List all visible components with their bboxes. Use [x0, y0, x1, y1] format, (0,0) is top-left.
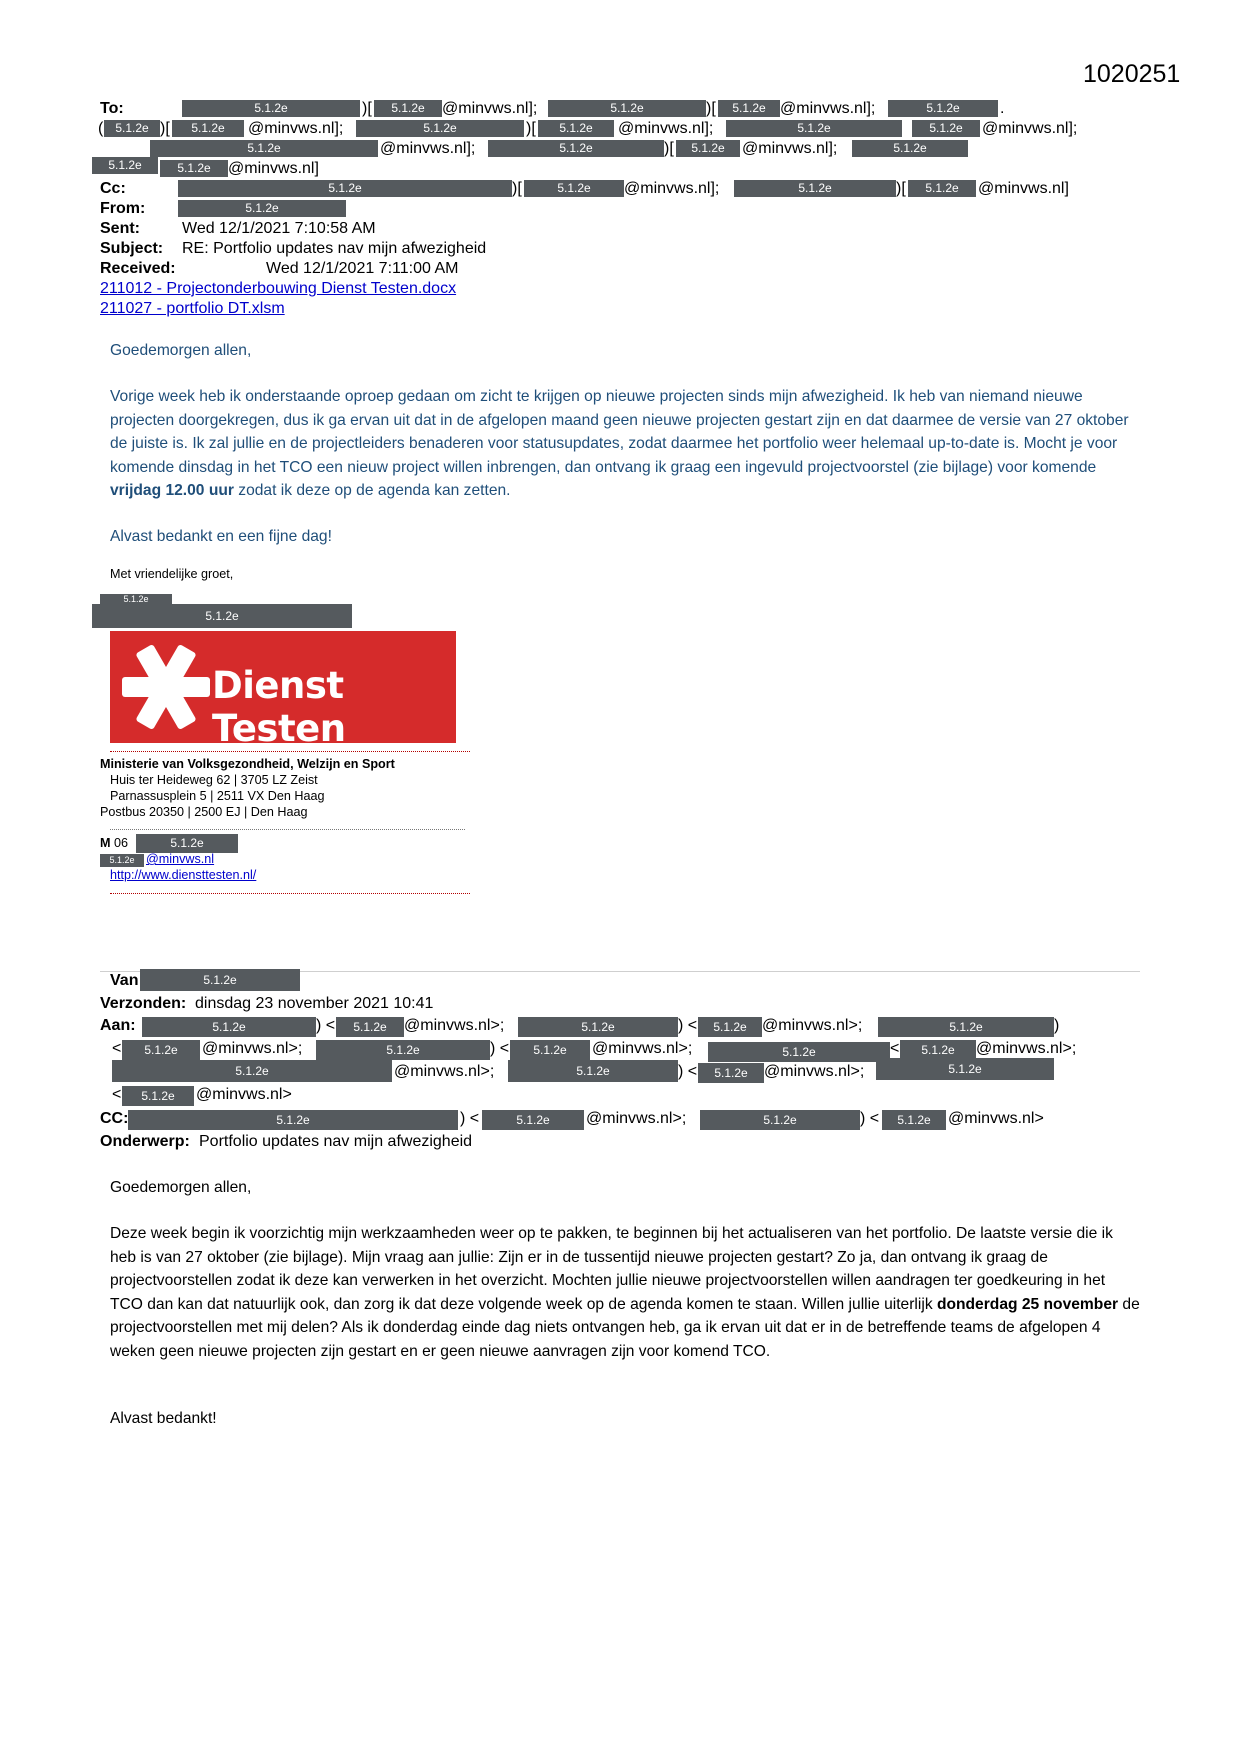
redaction: 5.1.2e	[518, 1017, 678, 1037]
redaction: 5.1.2e	[100, 854, 144, 867]
sent-value: Wed 12/1/2021 7:10:58 AM	[182, 220, 376, 237]
redaction: 5.1.2e	[122, 1040, 200, 1060]
redaction: 5.1.2e	[140, 969, 300, 991]
email-domain: @minvws.nl>;	[592, 1040, 693, 1057]
redaction: 5.1.2e	[698, 1017, 762, 1037]
attachment-link[interactable]: 211027 - portfolio DT.xlsm	[100, 300, 285, 317]
redaction: 5.1.2e	[548, 100, 706, 117]
redaction: 5.1.2e	[876, 1058, 1054, 1080]
from-label: From:	[100, 200, 146, 217]
sent-label: Sent:	[100, 220, 140, 237]
redaction: 5.1.2e	[374, 100, 442, 117]
email-domain: @minvws.nl];	[742, 140, 838, 157]
document-number: 1020251	[1083, 60, 1181, 88]
redaction: 5.1.2e	[878, 1017, 1054, 1037]
cc-label: Cc:	[100, 180, 126, 197]
mobile-line: M 06	[100, 836, 129, 850]
email-link[interactable]: @minvws.nl	[146, 852, 215, 866]
redaction: 5.1.2e	[726, 120, 902, 137]
redaction: 5.1.2e	[336, 1017, 404, 1037]
greeting-1: Goedemorgen allen,	[110, 342, 252, 359]
thanks-2: Alvast bedankt!	[110, 1410, 217, 1427]
redaction: 5.1.2e	[908, 180, 976, 197]
redaction: 5.1.2e	[482, 1110, 584, 1130]
address-1: Huis ter Heideweg 62 | 3705 LZ Zeist	[110, 773, 318, 787]
email-domain: @minvws.nl];	[380, 140, 476, 157]
redaction: 5.1.2e	[700, 1110, 860, 1130]
email-domain: @minvws.nl];	[982, 120, 1078, 137]
redaction: 5.1.2e	[150, 140, 378, 157]
onderwerp-value: Portfolio updates nav mijn afwezigheid	[199, 1133, 473, 1150]
aan-label: Aan:	[100, 1017, 136, 1034]
subject-value: RE: Portfolio updates nav mijn afwezigheid	[182, 240, 487, 257]
subject-label: Subject:	[100, 240, 164, 257]
redaction: 5.1.2e	[852, 140, 968, 157]
email-domain: @minvws.nl];	[442, 100, 538, 117]
redaction: 5.1.2e	[142, 1017, 316, 1037]
attachment-link[interactable]: 211012 - Projectonderbouwing Dienst Testen.docx	[100, 280, 457, 297]
redaction: 5.1.2e	[128, 1110, 458, 1130]
verzonden-value: dinsdag 23 november 2021 10:41	[195, 995, 434, 1012]
body-paragraph-1: Vorige week heb ik onderstaande oproep gedaan om zicht te krijgen op nieuwe projecten sinds mijn afwezigheid. Ik heb van niemand nieuwe projecten doorgekregen, dus ik ga ervan uit dat in de afgelopen maand geen nieuwe projecten gestart zijn en dat daarmee de versie van 27 oktober de juiste is. Ik zal jullie en de projectleiders benaderen voor statusupdates, zodat daarmee het portfolio weer helemaal up-to-date is. Mocht je voor komende dinsdag in het TCO een nieuw project willen inbrengen, dan ontvang ik graag een ingevuld projectvoorstel (zie bijlage) voor komende vrijdag 12.00 uur zodat ik deze op de agenda kan zetten.	[110, 388, 1129, 499]
email-domain: @minvws.nl>;	[976, 1040, 1077, 1057]
redaction: 5.1.2e	[92, 157, 158, 174]
van-label: Van	[110, 972, 139, 989]
received-value: Wed 12/1/2021 7:11:00 AM	[266, 260, 459, 277]
onderwerp-label: Onderwerp:	[100, 1133, 190, 1150]
email-domain: @minvws.nl]	[978, 180, 1069, 197]
redaction: 5.1.2e	[178, 200, 346, 217]
email-domain: @minvws.nl];	[248, 120, 344, 137]
email-domain: @minvws.nl>;	[586, 1110, 687, 1127]
redaction: 5.1.2e	[488, 140, 664, 157]
cc-label: CC:	[100, 1110, 129, 1127]
redaction: 5.1.2e	[160, 160, 228, 177]
redaction: 5.1.2e	[676, 140, 740, 157]
body-paragraph-2: Deze week begin ik voorzichtig mijn werkzaamheden weer op te pakken, te beginnen bij het actualiseren van het portfolio. De laatste versie die ik heb is van 27 oktober (zie bijlage). Mijn vraag aan jullie: Zijn er in de tussentijd nieuwe projecten gestart? Zo ja, dan ontvang ik graag de projectvoorstellen zodat ik deze kan verwerken in het overzicht. Mochten jullie nieuwe projectvoorstellen willen aandragen ter goedkeuring in het TCO dan kan dat natuurlijk ook, dan zorg ik dat deze volgende week op de agenda komen te staan. Willen jullie uiterlijk donderdag 25 november de projectvoorstellen met mij delen? Als ik donderdag einde dag niets ontvangen heb, ga ik ervan uit dat er in de betreffende teams de afgelopen 4 weken geen nieuwe projecten zijn gestart en er geen nieuwe aanvragen zijn voor komend TCO.	[110, 1225, 1140, 1360]
to-label: To:	[100, 100, 124, 117]
redaction: 5.1.2e	[136, 834, 238, 853]
redaction: 5.1.2e	[698, 1063, 764, 1083]
website-link[interactable]: http://www.diensttesten.nl/	[110, 868, 257, 882]
dienst-testen-logo	[110, 631, 456, 750]
redaction: 5.1.2e	[734, 180, 896, 197]
redaction: 5.1.2e	[912, 120, 980, 137]
greeting-2: Goedemorgen allen,	[110, 1179, 252, 1196]
redaction: 5.1.2e	[524, 180, 624, 197]
email-domain: @minvws.nl];	[618, 120, 714, 137]
email-domain: @minvws.nl>;	[762, 1017, 863, 1034]
email-domain: @minvws.nl>;	[394, 1063, 495, 1080]
email-domain: @minvws.nl>	[196, 1086, 292, 1103]
email-domain: @minvws.nl];	[780, 100, 876, 117]
divider	[110, 893, 470, 894]
regards: Met vriendelijke groet,	[110, 567, 234, 581]
email-domain: @minvws.nl>;	[202, 1040, 303, 1057]
logo-text: Dienst Testen	[212, 664, 346, 750]
address-2: Parnassusplein 5 | 2511 VX Den Haag	[110, 789, 325, 803]
divider	[110, 751, 470, 752]
org-name: Ministerie van Volksgezondheid, Welzijn en Sport	[100, 757, 395, 771]
redaction: 5.1.2e	[708, 1042, 890, 1062]
email-domain: @minvws.nl];	[624, 180, 720, 197]
redaction: 5.1.2e	[900, 1040, 976, 1060]
email-domain: @minvws.nl>;	[404, 1017, 505, 1034]
redaction: 5.1.2e	[538, 120, 614, 137]
email-domain: @minvws.nl>;	[764, 1063, 865, 1080]
redaction: 5.1.2e	[316, 1040, 490, 1060]
email-domain: @minvws.nl]	[228, 160, 319, 177]
redaction: 5.1.2e	[112, 1060, 392, 1082]
redaction: 5.1.2e	[104, 120, 160, 137]
redaction: 5.1.2e	[508, 1060, 678, 1082]
redaction: 5.1.2e	[122, 1086, 194, 1106]
redaction: 5.1.2e	[178, 180, 512, 197]
redaction: 5.1.2e	[356, 120, 524, 137]
redaction: 5.1.2e	[172, 120, 244, 137]
redaction: 5.1.2e	[182, 100, 360, 117]
verzonden-label: Verzonden:	[100, 995, 187, 1012]
redaction: 5.1.2e	[882, 1110, 946, 1130]
email-domain: @minvws.nl>	[948, 1110, 1044, 1127]
redaction: 5.1.2e	[888, 100, 998, 117]
redaction: 5.1.2e	[92, 604, 352, 628]
redaction: 5.1.2e	[718, 100, 780, 117]
received-label: Received:	[100, 260, 176, 277]
thanks-1: Alvast bedankt en een fijne dag!	[110, 528, 332, 545]
address-3: Postbus 20350 | 2500 EJ | Den Haag	[100, 805, 308, 819]
divider	[110, 829, 465, 830]
redaction: 5.1.2e	[510, 1040, 590, 1060]
redaction: 5.1.2e	[100, 594, 172, 605]
asterisk-icon	[116, 637, 216, 737]
